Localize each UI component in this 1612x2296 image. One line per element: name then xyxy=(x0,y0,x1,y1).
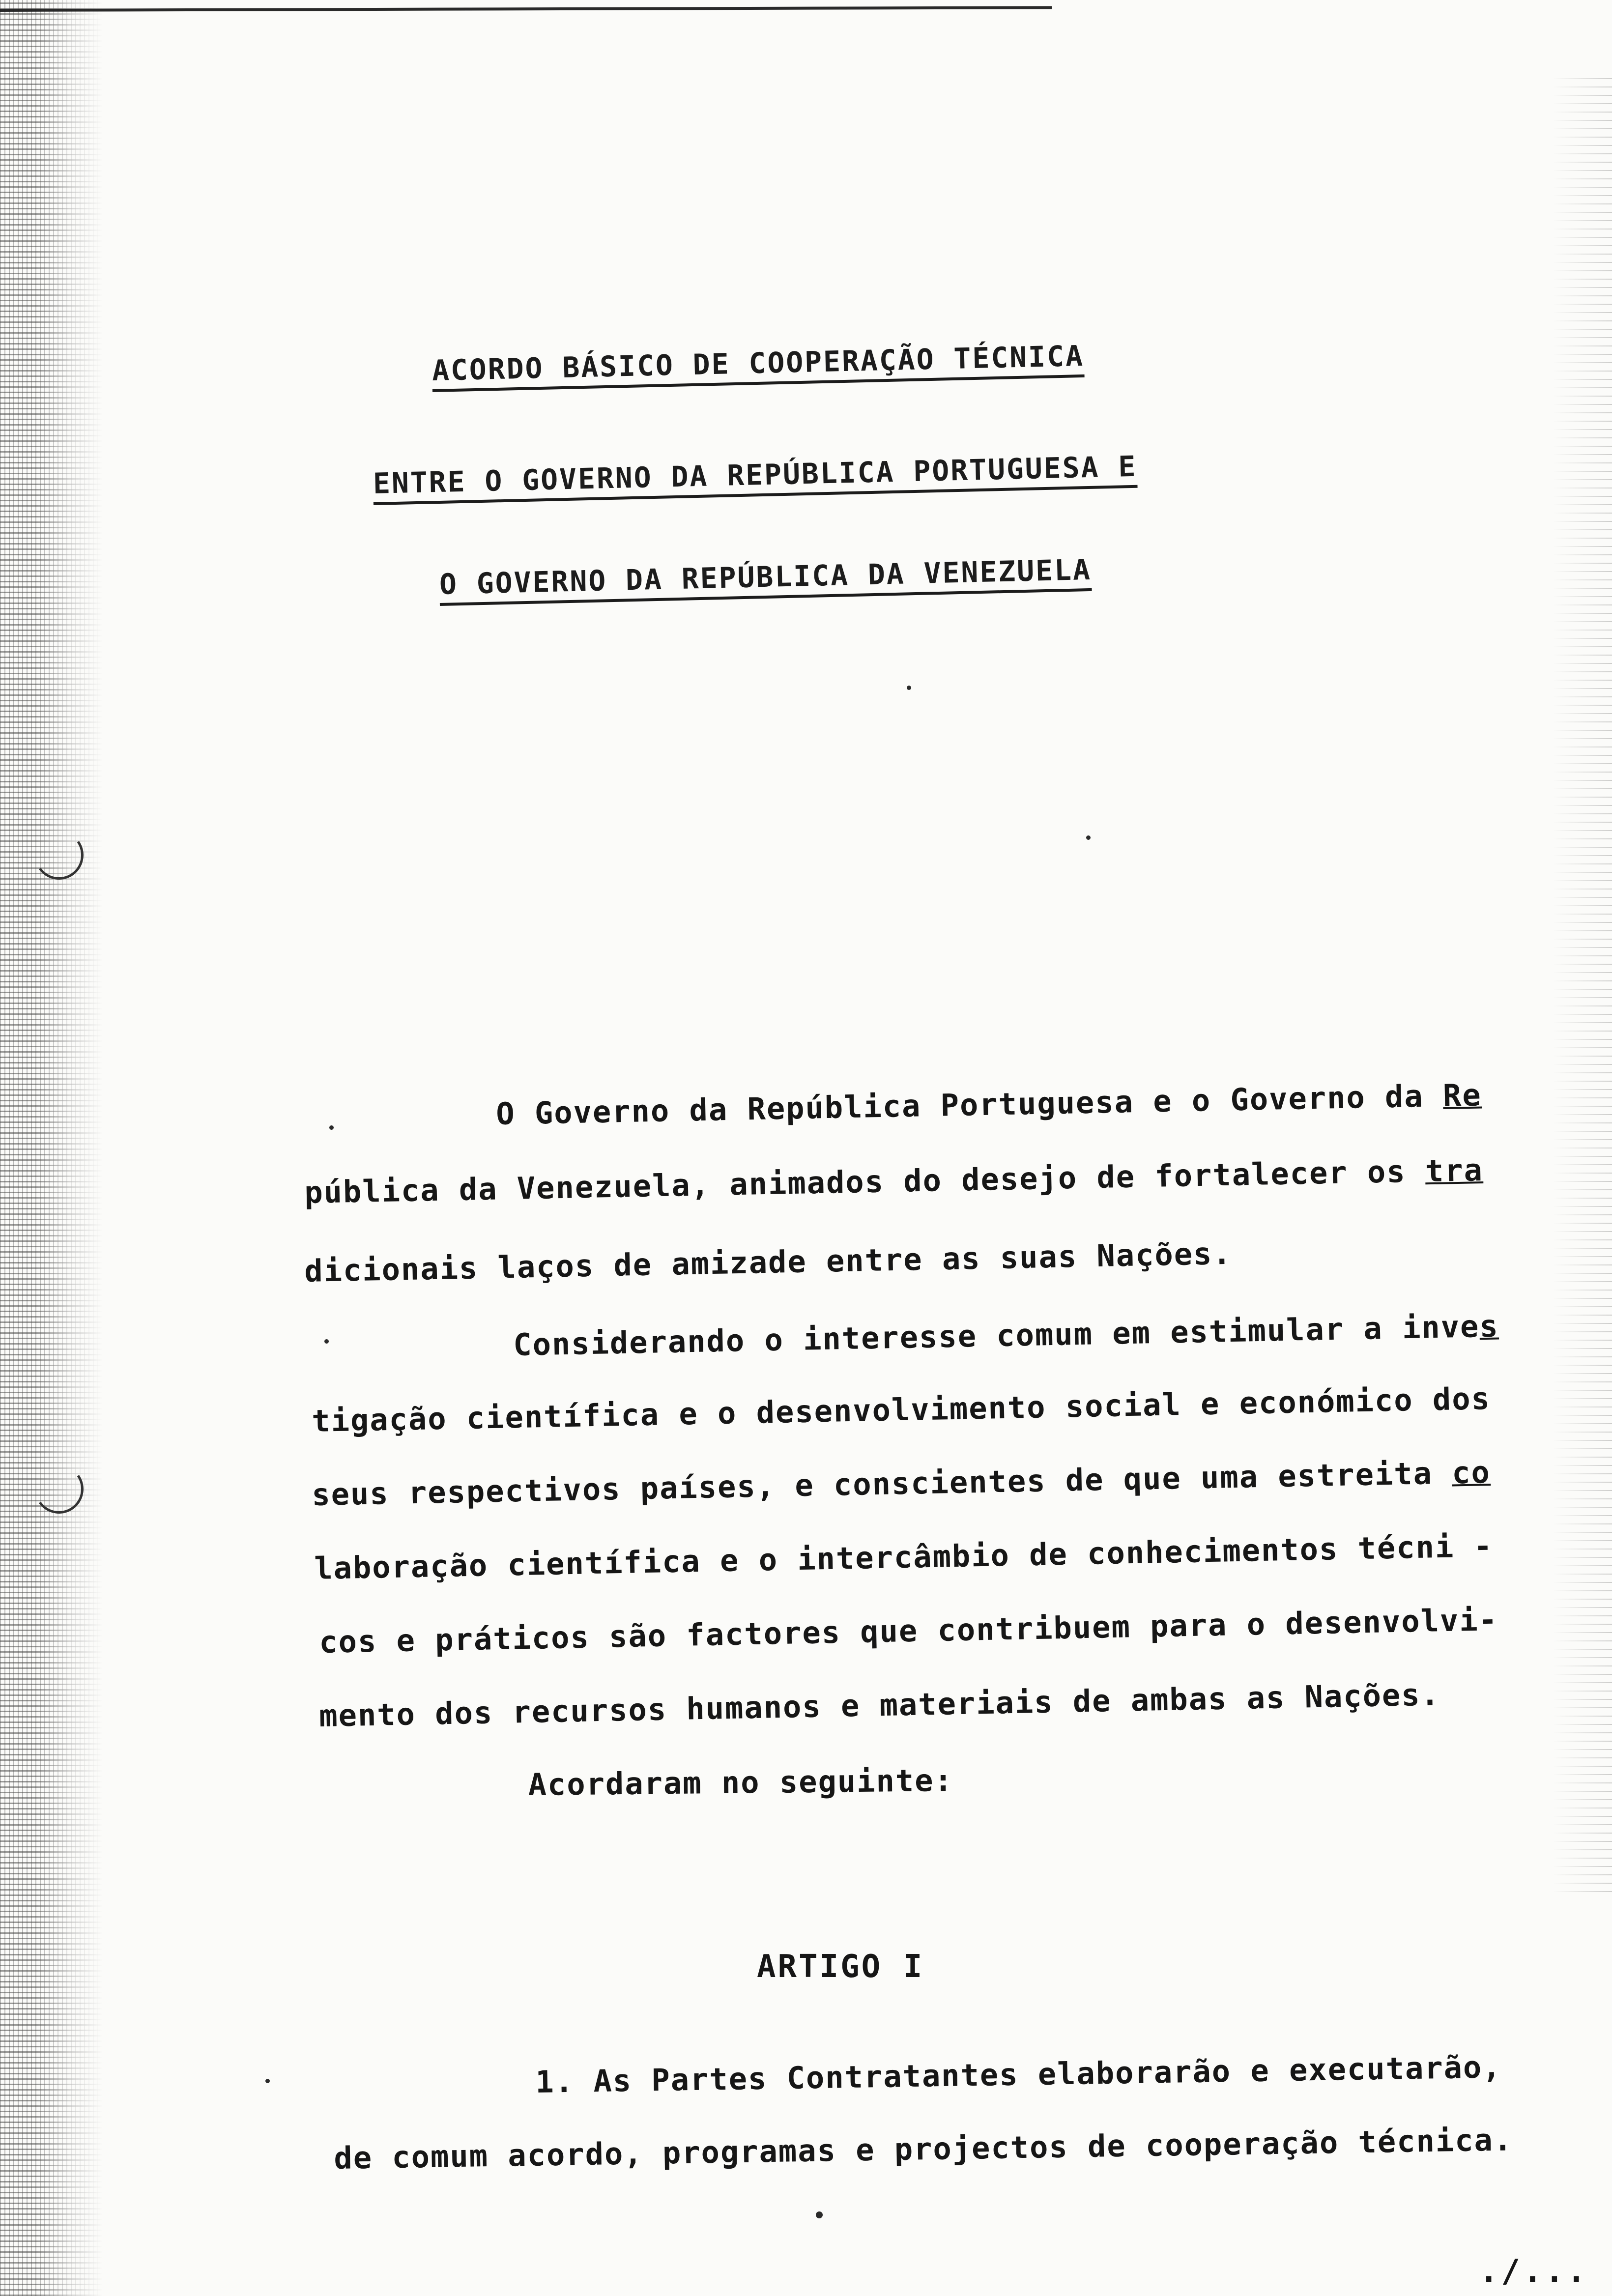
preamble-line: seus respectivos países, e conscientes de que uma estreita co xyxy=(311,1454,1491,1513)
page-continuation-mark: ./... xyxy=(1479,2253,1589,2290)
scan-top-line xyxy=(0,6,1052,12)
preamble-line: dicionais laços de amizade entre as suas Nações. xyxy=(304,1235,1233,1289)
preamble-line: tigação científica e o desenvolvimento social e económico dos xyxy=(311,1380,1491,1439)
scan-speck xyxy=(1086,835,1091,840)
scan-left-edge-noise xyxy=(0,0,103,2296)
agreed-line: Acordaram no seguinte: xyxy=(528,1762,954,1803)
title-line-1: ACORDO BÁSICO DE COOPERAÇÃO TÉCNICA xyxy=(432,339,1085,392)
preamble-line: O Governo da República Portuguesa e o Governo da Re xyxy=(495,1077,1482,1132)
article-heading: ARTIGO I xyxy=(757,1949,924,1985)
article-line: 1. As Partes Contratantes elaborarão e executarão, xyxy=(535,2049,1502,2100)
preamble-line: pública da Venezuela, animados do desejo de fortalecer os tra xyxy=(304,1151,1484,1210)
scan-speck xyxy=(816,2211,823,2218)
scan-speck xyxy=(329,1125,334,1130)
title-line-3: O GOVERNO DA REPÚBLICA DA VENEZUELA xyxy=(439,553,1092,606)
preamble-line: cos e práticos são factores que contribuem para o desenvolvi- xyxy=(318,1601,1498,1660)
scan-speck xyxy=(265,2079,270,2083)
scan-speck xyxy=(324,1339,329,1344)
preamble-line: mento dos recursos humanos e materiais de ambas as Nações. xyxy=(318,1676,1440,1734)
scan-right-edge-noise xyxy=(1553,74,1612,1892)
title-line-2: ENTRE O GOVERNO DA REPÚBLICA PORTUGUESA E xyxy=(373,450,1137,505)
preamble-line: Considerando o interesse comum em estimular a inves xyxy=(513,1308,1499,1363)
scan-speck xyxy=(907,686,911,690)
article-line: de comum acordo, programas e projectos de cooperação técnica. xyxy=(333,2122,1513,2176)
preamble-line: laboração científica e o intercâmbio de conhecimentos técni - xyxy=(314,1527,1494,1586)
